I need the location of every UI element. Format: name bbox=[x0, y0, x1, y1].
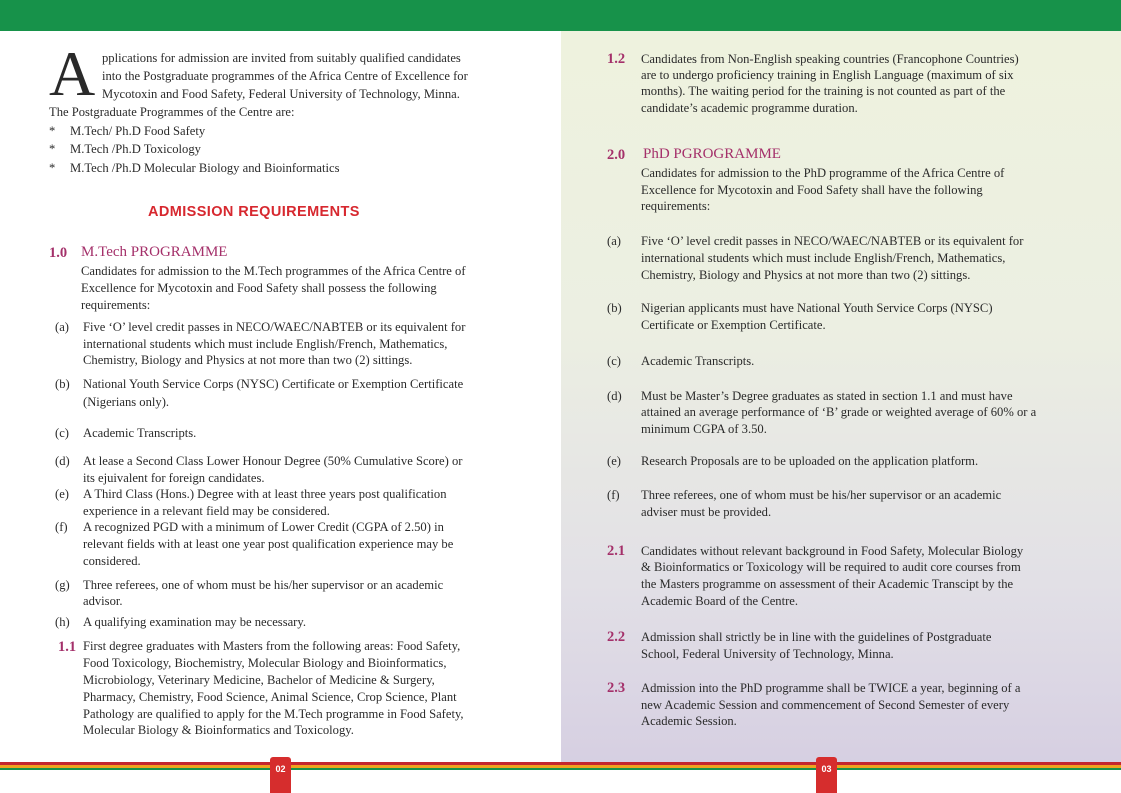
item-line: Research Proposals are to be uploaded on the application platform. bbox=[641, 454, 979, 468]
section-number: 2.2 bbox=[607, 629, 626, 645]
item-line: At lease a Second Class Lower Honour Degree (50% Cumulative Score) or bbox=[83, 454, 463, 468]
item-line: (Nigerians only). bbox=[83, 395, 170, 409]
section-line: School, Federal University of Technology, Minna. bbox=[641, 647, 894, 661]
item-label: (d) bbox=[607, 389, 622, 403]
section-line: Academic Board of the Centre. bbox=[641, 594, 799, 608]
section-line: Microbiology, Veterinary Medicine, Bachelor of Medicine & Surgery, bbox=[83, 673, 435, 687]
section-line: Pharmacy, Chemistry, Food Science, Animal Science, Crop Science, Plant bbox=[83, 690, 457, 704]
item-line: Three referees, one of whom must be his/her supervisor or an academic bbox=[641, 488, 1002, 502]
section-intro-line: requirements: bbox=[641, 199, 711, 213]
section-intro-line: Candidates for admission to the M.Tech programmes of the Africa Centre of bbox=[81, 264, 466, 278]
item-line: Five ‘O’ level credit passes in NECO/WAEC/NABTEB or its equivalent for bbox=[83, 320, 466, 334]
section-number: 2.0 bbox=[607, 147, 626, 163]
section-line: Pathology are qualified to apply for the M.Tech programme in Food Safety, bbox=[83, 707, 464, 721]
item-label: (f) bbox=[55, 520, 68, 534]
section-line: new Academic Session and commencement of Second Semester of every bbox=[641, 698, 1010, 712]
item-label: (a) bbox=[607, 234, 621, 248]
intro-line: The Postgraduate Programmes of the Centre are: bbox=[49, 105, 295, 119]
section-line: Admission into the PhD programme shall be TWICE a year, beginning of a bbox=[641, 681, 1021, 695]
item-label: (e) bbox=[55, 487, 69, 501]
section-line: candidate’s academic programme duration. bbox=[641, 101, 858, 115]
item-label: (g) bbox=[55, 578, 70, 592]
item-line: its ejuivalent for foreign candidates. bbox=[83, 471, 265, 485]
intro-line: Mycotoxin and Food Safety, Federal University of Technology, Minna. bbox=[102, 87, 460, 101]
item-label: (e) bbox=[607, 454, 621, 468]
section-intro-line: Excellence for Mycotoxin and Food Safety shall have the following bbox=[641, 183, 983, 197]
section-line: Academic Session. bbox=[641, 714, 737, 728]
item-label: (b) bbox=[607, 301, 622, 315]
page-number-left: 02 bbox=[270, 757, 291, 793]
section-intro-line: requirements: bbox=[81, 298, 151, 312]
section-line: & Bioinformatics or Toxicology will be required to audit core courses from bbox=[641, 560, 1021, 574]
admission-requirements-heading: ADMISSION REQUIREMENTS bbox=[148, 204, 360, 220]
section-line: Candidates without relevant background in Food Safety, Molecular Biology bbox=[641, 544, 1024, 558]
section-intro-line: Excellence for Mycotoxin and Food Safety shall possess the following bbox=[81, 281, 437, 295]
item-line: Academic Transcripts. bbox=[83, 426, 197, 440]
section-number: 1.1 bbox=[58, 639, 77, 655]
item-line: Chemistry, Biology and Physics at not more than two (2) sittings. bbox=[83, 353, 413, 367]
item-line: considered. bbox=[83, 554, 141, 568]
section-title: PhD PGROGRAMME bbox=[643, 146, 781, 162]
item-label: (h) bbox=[55, 615, 70, 629]
section-line: Molecular Biology & Bioinformatics and Toxicology. bbox=[83, 723, 354, 737]
section-line: months). The waiting period for the training is not counted as part of the bbox=[641, 84, 1006, 98]
item-line: Five ‘O’ level credit passes in NECO/WAEC/NABTEB or its equivalent for bbox=[641, 234, 1024, 248]
programme-item: M.Tech /Ph.D Toxicology bbox=[70, 142, 201, 156]
item-label: (c) bbox=[607, 354, 621, 368]
item-label: (d) bbox=[55, 454, 70, 468]
item-line: Three referees, one of whom must be his/her supervisor or an academic bbox=[83, 578, 444, 592]
bullet-marker: * bbox=[49, 161, 56, 175]
section-line: are to undergo proficiency training in English Language (maximum of six bbox=[641, 68, 1014, 82]
item-line: A recognized PGD with a minimum of Lower Credit (CGPA of 2.50) in bbox=[83, 520, 444, 534]
item-line: attained an average performance of ‘B’ grade or weighted average of 60% or a bbox=[641, 405, 1037, 419]
item-label: (b) bbox=[55, 377, 70, 391]
item-line: experience in a relevant field may be considered. bbox=[83, 504, 330, 518]
item-line: international students which must include English/French, Mathematics, bbox=[83, 337, 448, 351]
item-line: minimum CGPA of 3.50. bbox=[641, 422, 767, 436]
bullet-marker: * bbox=[49, 142, 56, 156]
item-line: relevant fields with at least one year post qualification experience may be bbox=[83, 537, 454, 551]
bullet-marker: * bbox=[49, 124, 56, 138]
section-number: 2.1 bbox=[607, 543, 626, 559]
item-line: Must be Master’s Degree graduates as stated in section 1.1 and must have bbox=[641, 389, 1013, 403]
bottom-stripes bbox=[0, 762, 1121, 793]
item-line: advisor. bbox=[83, 594, 123, 608]
item-label: (f) bbox=[607, 488, 620, 502]
item-line: Certificate or Exemption Certificate. bbox=[641, 318, 826, 332]
page-number-right: 03 bbox=[816, 757, 837, 793]
intro-line: into the Postgraduate programmes of the Africa Centre of Excellence for bbox=[102, 69, 468, 83]
section-line: Admission shall strictly be in line with the guidelines of Postgraduate bbox=[641, 630, 992, 644]
item-line: Academic Transcripts. bbox=[641, 354, 755, 368]
section-line: First degree graduates with Masters from the following areas: Food Safety, bbox=[83, 639, 461, 653]
item-line: international students which must include English/French, Mathematics, bbox=[641, 251, 1006, 265]
section-line: the Masters programme on assessment of their Academic Transcipt by the bbox=[641, 577, 1014, 591]
section-intro-line: Candidates for admission to the PhD programme of the Africa Centre of bbox=[641, 166, 1005, 180]
programme-item: M.Tech/ Ph.D Food Safety bbox=[70, 124, 206, 138]
section-number: 1.0 bbox=[49, 245, 68, 261]
item-line: A qualifying examination may be necessary. bbox=[83, 615, 307, 629]
section-number: 2.3 bbox=[607, 680, 626, 696]
section-title: M.Tech PROGRAMME bbox=[81, 244, 228, 260]
item-line: Nigerian applicants must have National Youth Service Corps (NYSC) bbox=[641, 301, 993, 315]
top-green-bar bbox=[0, 0, 1121, 31]
section-line: Candidates from Non-English speaking countries (Francophone Countries) bbox=[641, 52, 1019, 66]
intro-line: pplications for admission are invited from suitably qualified candidates bbox=[102, 51, 461, 65]
item-label: (a) bbox=[55, 320, 69, 334]
item-line: Chemistry, Biology and Physics at not more than two (2) sittings. bbox=[641, 268, 971, 282]
green-stripe bbox=[0, 768, 1121, 770]
section-number: 1.2 bbox=[607, 51, 626, 67]
item-line: National Youth Service Corps (NYSC) Certificate or Exemption Certificate bbox=[83, 377, 464, 391]
item-line: A Third Class (Hons.) Degree with at least three years post qualification bbox=[83, 487, 447, 501]
section-line: Food Toxicology, Biochemistry, Molecular Biology and Bioinformatics, bbox=[83, 656, 447, 670]
item-label: (c) bbox=[55, 426, 69, 440]
drop-cap: A bbox=[49, 38, 96, 109]
item-line: adviser must be provided. bbox=[641, 505, 772, 519]
programme-item: M.Tech /Ph.D Molecular Biology and Bioinformatics bbox=[70, 161, 340, 175]
